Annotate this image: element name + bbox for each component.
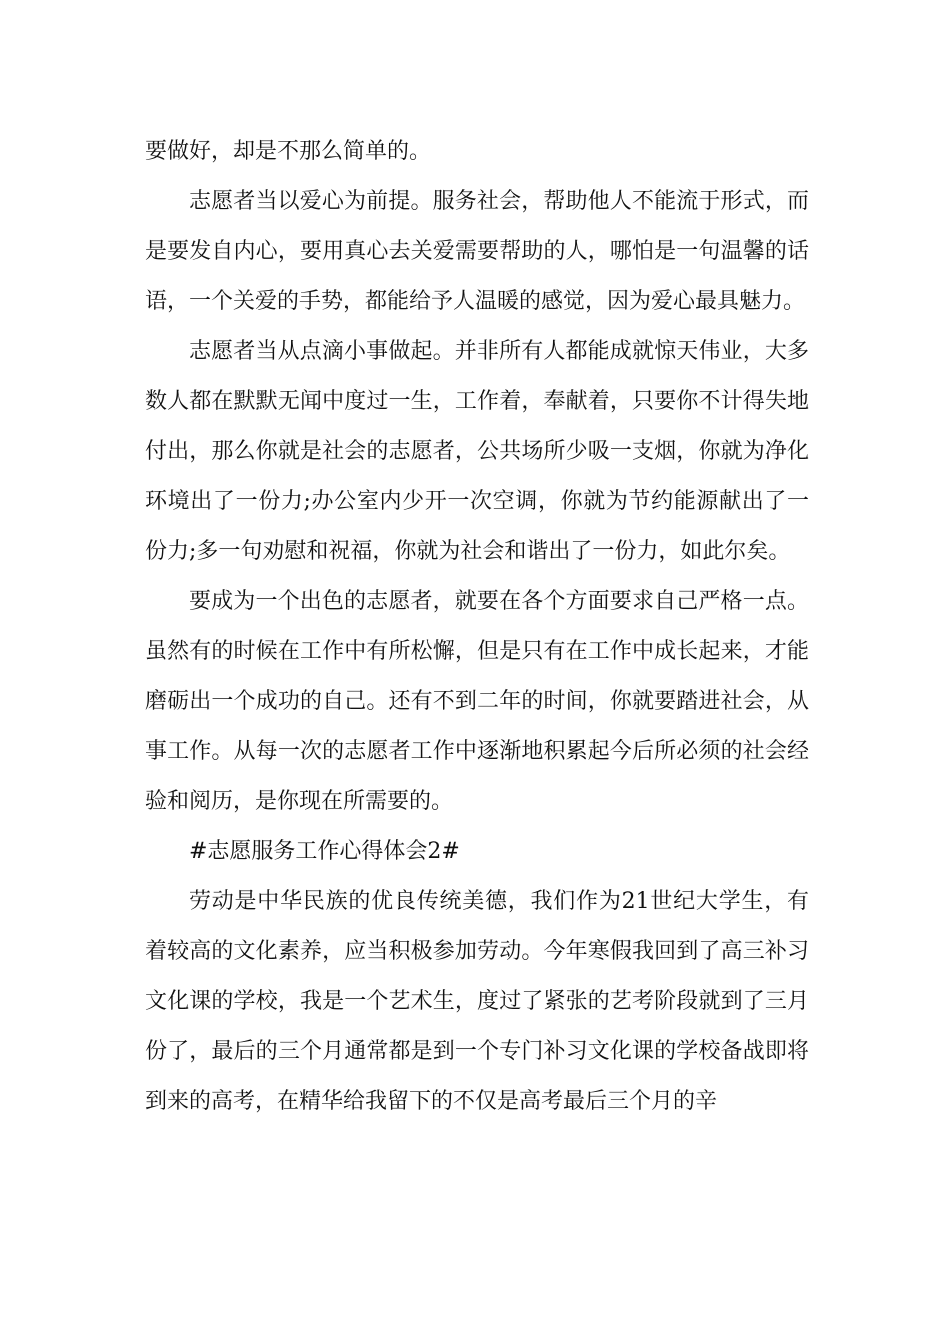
- paragraph-continuation: 要做好，却是不那么简单的。: [145, 139, 432, 164]
- paragraph-love: 志愿者当以爱心为前提。服务社会，帮助他人不能流于形式，而是要发自内心，要用真心去关爱需要帮助的人，哪怕是一句温馨的话语，一个关爱的手势，都能给予人温暖的感觉，因为爱心最具魅力。: [145, 189, 809, 314]
- paragraph-small-things: 志愿者当从点滴小事做起。并非所有人都能成就惊天伟业，大多数人都在默默无闻中度过一生，工作着，奉献着，只要你不计得失地付出，那么你就是社会的志愿者，公共场所少吸一支烟，你就为净化环境出了一份力;办公室内少开一次空调，你就为节约能源献出了一份力;多一句劝慰和祝福，你就为社会和谐出了一份力，如此尔矣。: [145, 339, 809, 564]
- document-body: [145, 127, 809, 1127]
- section-heading: #志愿服务工作心得体会2#: [189, 839, 460, 864]
- paragraph-labor: 劳动是中华民族的优良传统美德，我们作为21世纪大学生，有着较高的文化素养，应当积极参加劳动。今年寒假我回到了高三补习文化课的学校，我是一个艺术生，度过了紧张的艺考阶段就到了三月份了，最后的三个月通常都是到一个专门补习文化课的学校备战即将到来的高考，在精华给我留下的不仅是高考最后三个月的辛: [145, 889, 809, 1114]
- paragraph-excellent-volunteer: 要成为一个出色的志愿者，就要在各个方面要求自己严格一点。虽然有的时候在工作中有所松懈，但是只有在工作中成长起来，才能磨砺出一个成功的自己。还有不到二年的时间，你就要踏进社会，从事工作。从每一次的志愿者工作中逐渐地积累起今后所必须的社会经验和阅历，是你现在所需要的。: [145, 589, 809, 814]
